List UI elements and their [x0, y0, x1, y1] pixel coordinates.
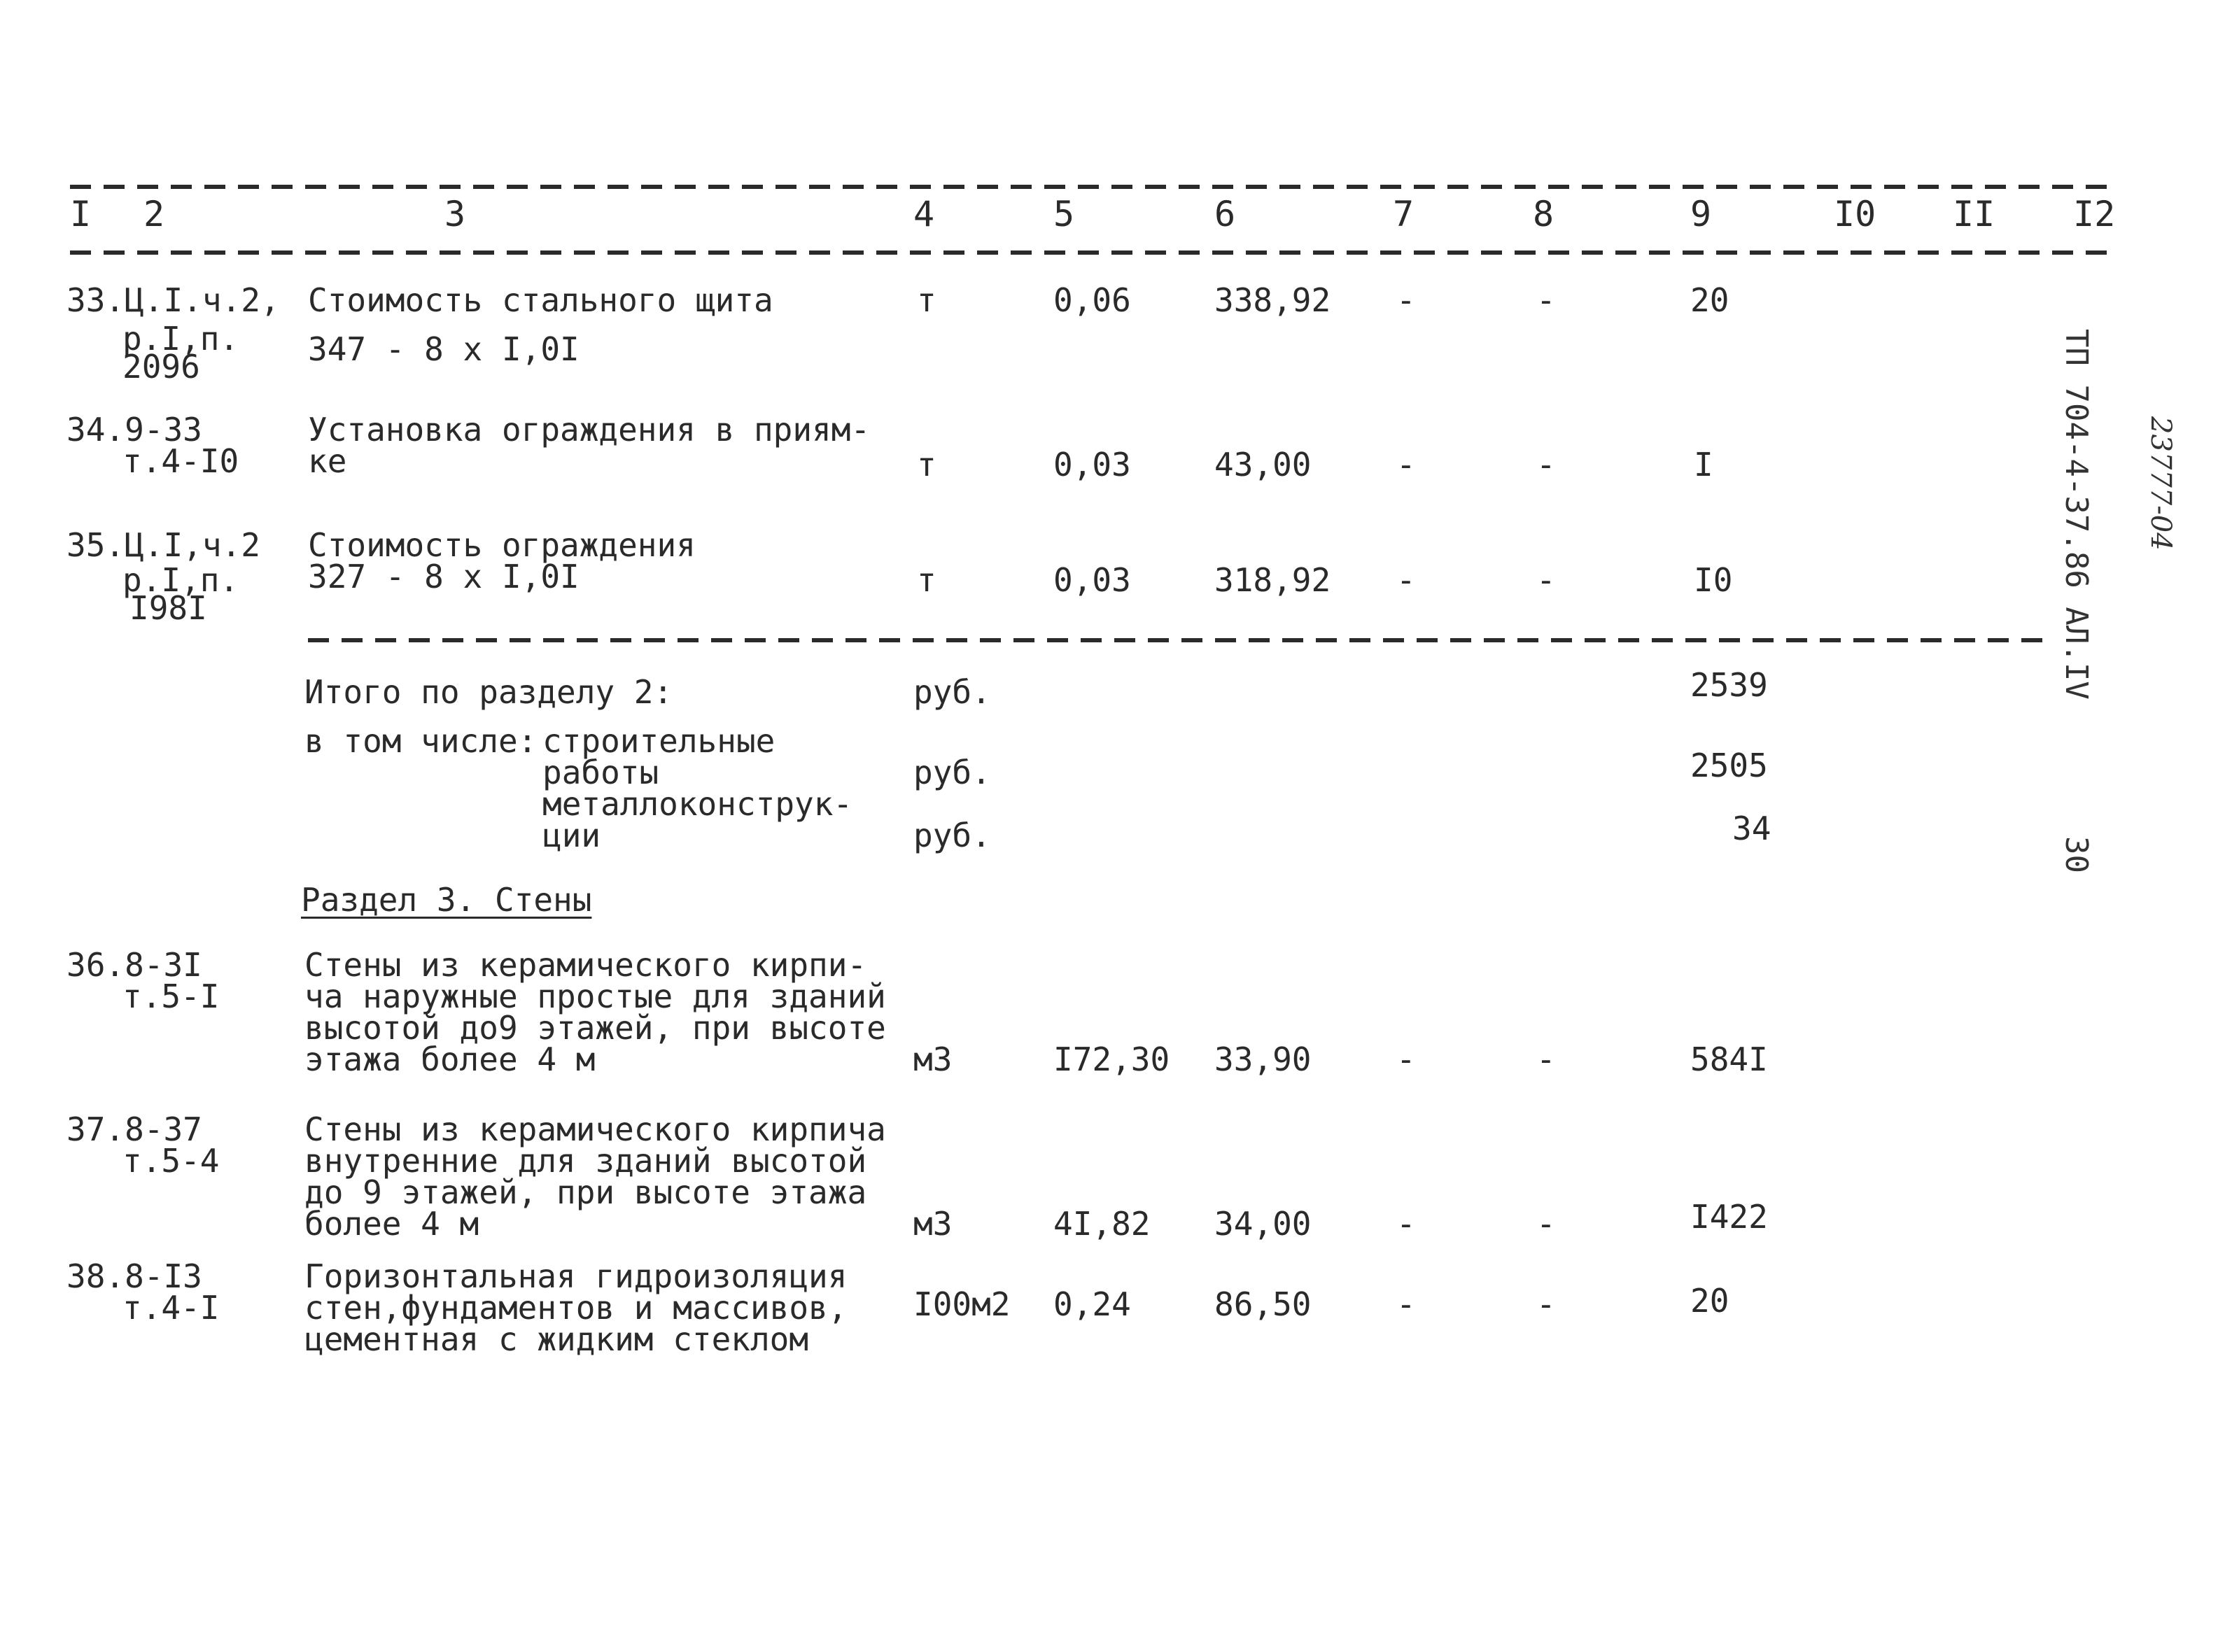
header-col-8: 8 [1533, 194, 1554, 234]
header-top-rule [70, 185, 2114, 189]
row-description: Стены из керамического кирпича [304, 1110, 886, 1148]
row-col8: - [1536, 281, 1556, 319]
row-col8: - [1536, 1040, 1556, 1078]
row-description: стен,фундаментов и массивов, [304, 1289, 848, 1327]
row-description: цементная с жидким стеклом [304, 1320, 809, 1358]
subtotal-total: 34 [1732, 810, 1771, 847]
row-code: 33.Ц.I.ч.2, [66, 281, 280, 319]
row-quantity: 0,03 [1053, 446, 1131, 483]
row-description: этажа более 4 м [304, 1040, 596, 1078]
row-description: 327 - 8 x I,0I [308, 558, 580, 595]
row-col8: - [1536, 1285, 1556, 1323]
row-description: 347 - 8 x I,0I [308, 330, 580, 368]
margin-document-code: ТП 704-4-37.86 АЛ.IV [2058, 329, 2094, 700]
row-code: 38.8-I3 [66, 1257, 202, 1295]
row-quantity: 0,03 [1053, 561, 1131, 599]
row-code: 35.Ц.I,ч.2 [66, 526, 260, 564]
row-description: до 9 этажей, при высоте этажа [304, 1173, 867, 1211]
header-col-2: 2 [143, 194, 165, 234]
subtotal-rule [308, 638, 2044, 642]
row-description: Стены из керамического кирпи- [304, 946, 867, 984]
header-bottom-rule [70, 250, 2114, 255]
row-code: т.5-4 [122, 1142, 220, 1180]
subtotal-line: металлоконструк- [542, 785, 853, 823]
subtotal-line: строительные [542, 722, 775, 760]
row-total: 584I [1690, 1040, 1768, 1078]
header-col-7: 7 [1393, 194, 1415, 234]
page-number: 30 [2058, 836, 2094, 873]
row-unit: I00м2 [913, 1285, 1011, 1323]
subtotal-total: 2539 [1690, 666, 1768, 704]
row-description: Стоимость ограждения [308, 526, 696, 564]
row-unit: т [917, 561, 936, 599]
row-unit: м3 [913, 1205, 953, 1243]
subtotal-line: ции [542, 817, 601, 854]
subtotal-total: 2505 [1690, 747, 1768, 784]
row-unit: м3 [913, 1040, 953, 1078]
row-col7: - [1396, 446, 1416, 483]
subtotal-incl-label: в том числе: [304, 722, 538, 760]
row-price: 338,92 [1214, 281, 1331, 319]
row-code: р.I,п. [122, 320, 239, 358]
row-code: I98I [129, 589, 207, 627]
header-col-5: 5 [1053, 194, 1075, 234]
subtotal-unit: руб. [913, 754, 991, 791]
row-code: 36.8-3I [66, 946, 202, 984]
row-quantity: 0,06 [1053, 281, 1131, 319]
subtotal-line: работы [542, 754, 659, 791]
row-col7: - [1396, 1040, 1416, 1078]
row-code: 37.8-37 [66, 1110, 202, 1148]
row-total: 20 [1690, 1282, 1729, 1320]
row-quantity: 4I,82 [1053, 1205, 1151, 1243]
row-code: 34.9-33 [66, 411, 202, 449]
header-col-6: 6 [1214, 194, 1236, 234]
row-description: внутренние для зданий высотой [304, 1142, 867, 1180]
row-col8: - [1536, 1205, 1556, 1243]
row-code: т.4-I0 [122, 442, 239, 480]
row-total: I422 [1690, 1198, 1768, 1236]
row-description: Горизонтальная гидроизоляция [304, 1257, 848, 1295]
subtotal-unit: руб. [913, 817, 991, 854]
header-col-9: 9 [1690, 194, 1712, 234]
header-col-10: I0 [1834, 194, 1876, 234]
row-price: 318,92 [1214, 561, 1331, 599]
row-code: 2096 [122, 348, 200, 386]
row-total: I0 [1694, 561, 1733, 599]
row-price: 33,90 [1214, 1040, 1312, 1078]
row-price: 34,00 [1214, 1205, 1312, 1243]
row-total: 20 [1690, 281, 1729, 319]
row-unit: т [917, 446, 936, 483]
row-col7: - [1396, 1205, 1416, 1243]
row-description: Установка ограждения в приям- [308, 411, 871, 449]
row-price: 86,50 [1214, 1285, 1312, 1323]
row-code: т.4-I [122, 1289, 220, 1327]
row-col8: - [1536, 446, 1556, 483]
header-col-12: I2 [2073, 194, 2116, 234]
row-description: Стоимость стального щита [308, 281, 773, 319]
row-code: р.I,п. [122, 561, 239, 599]
row-col7: - [1396, 1285, 1416, 1323]
header-col-3: 3 [444, 194, 466, 234]
row-description: ке [308, 442, 347, 480]
subtotal-label: Итого по разделу 2: [304, 673, 673, 711]
section-heading: Раздел 3. Стены [301, 881, 592, 919]
row-price: 43,00 [1214, 446, 1312, 483]
header-col-11: II [1953, 194, 1995, 234]
header-col-4: 4 [913, 194, 935, 234]
row-description: более 4 м [304, 1205, 479, 1243]
subtotal-unit: руб. [913, 673, 991, 711]
row-col7: - [1396, 561, 1416, 599]
row-description: высотой до9 этажей, при высоте [304, 1009, 886, 1047]
row-code: т.5-I [122, 977, 220, 1015]
row-description: ча наружные простые для зданий [304, 977, 886, 1015]
row-quantity: I72,30 [1053, 1040, 1170, 1078]
row-unit: т [917, 281, 936, 319]
header-col-1: I [70, 194, 92, 234]
row-col7: - [1396, 281, 1416, 319]
handwritten-stamp: 23777-04 [2145, 416, 2177, 551]
row-total: I [1694, 446, 1713, 483]
row-quantity: 0,24 [1053, 1285, 1131, 1323]
row-col8: - [1536, 561, 1556, 599]
